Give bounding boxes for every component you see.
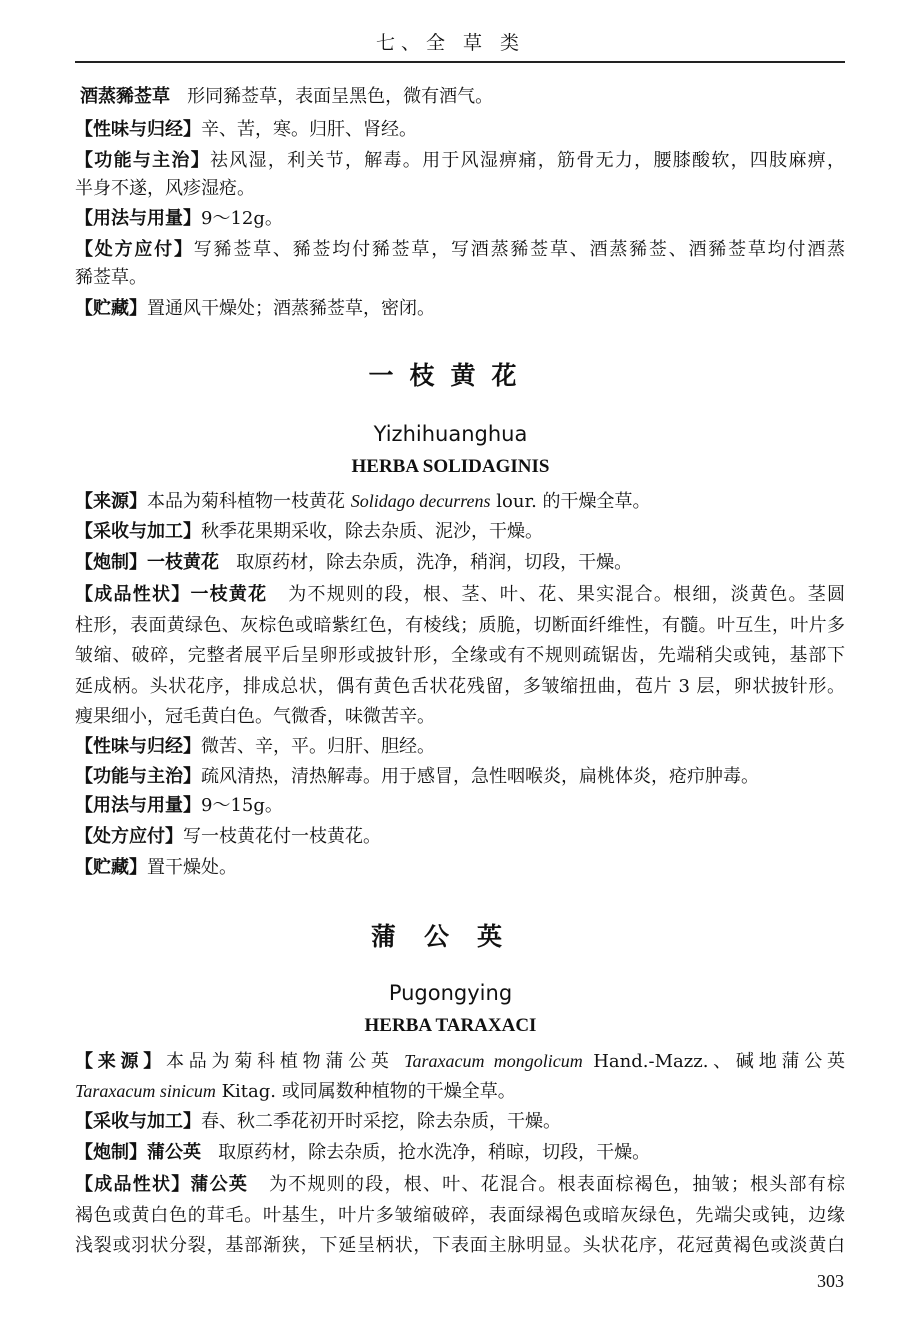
yzh-xingzhuang-text-3: 皱缩、破碎，完整者展平后呈卵形或披针形，全缘或有不规则疏锯齿，先端稍尖或钝，基部下: [75, 645, 845, 666]
pgy-laiyuan-mid: Hand.-Mazz.、碱地蒲公英: [582, 1051, 845, 1072]
pgy-laiyuan-line-1: [75, 1048, 845, 1075]
pgy-paozhi-label: 【炮制】蒲公英: [75, 1142, 201, 1163]
yzh-xingwei-text: 微苦、辛，平。归肝、胆经。: [201, 736, 435, 757]
prev-xingwei-label: 【性味与归经】: [75, 119, 201, 140]
processed-form-text: 形同豨莶草，表面呈黑色，微有酒气。: [187, 86, 494, 107]
yzh-caishou-line: [75, 519, 845, 545]
pgy-laiyuan-label: 【来源】: [75, 1051, 167, 1072]
yzh-xingzhuang-line-4: [75, 674, 845, 700]
yzh-zhucang-text: 置干燥处。: [147, 857, 237, 878]
prev-gongneng-text-2: 半身不遂，风疹湿疮。: [75, 178, 255, 199]
yzh-yongfa-text: 9～15g。: [201, 795, 283, 816]
pgy-laiyuan-species-2: Taraxacum sinicum: [75, 1081, 216, 1101]
entry-pinyin-yizhihuanghua: Yizhihuanghua: [373, 422, 528, 446]
pgy-xingzhuang-text-3: 浅裂或羽状分裂，基部渐狭，下延呈柄状，下表面主脉明显。头状花序，花冠黄褐色或淡黄白: [75, 1235, 845, 1256]
yzh-xingzhuang-label: 【成品性状】一枝黄花: [75, 584, 268, 605]
yzh-yongfa-label: 【用法与用量】: [75, 795, 201, 816]
pgy-caishou-text: 春、秋二季花初开时采挖，除去杂质，干燥。: [201, 1111, 561, 1132]
yzh-gongneng-text: 疏风清热，清热解毒。用于感冒，急性咽喉炎，扁桃体炎，疮疖肿毒。: [201, 766, 759, 787]
prev-yongfa-text: 9～12g。: [201, 208, 283, 229]
entry-title-pugongying: 蒲公英: [370, 922, 530, 951]
header-rule: [75, 61, 845, 63]
yzh-paozhi-label: 【炮制】一枝黄花: [75, 552, 219, 573]
yzh-gongneng-line: [75, 764, 845, 790]
yzh-laiyuan-label: 【来源】: [75, 491, 147, 512]
entry-latin-pugongying: HERBA TARAXACI: [364, 1015, 537, 1036]
yzh-xingwei-label: 【性味与归经】: [75, 736, 201, 757]
pgy-xingzhuang-text-2: 褐色或黄白色的茸毛。叶基生，叶片多皱缩破碎，表面绿褐色或暗灰绿色，先端尖或钝，边缘: [75, 1205, 845, 1226]
yzh-chufang-line: [75, 824, 845, 850]
prev-gongneng-line-2: [75, 176, 845, 202]
yzh-yongfa-line: [75, 793, 845, 819]
yzh-xingzhuang-text-2: 柱形，表面黄绿色、灰棕色或暗紫红色，有棱线；质脆，切断面纤维性，有髓。叶互生，叶片多: [75, 615, 845, 636]
yzh-chufang-label: 【处方应付】: [75, 826, 183, 847]
prev-gongneng-label: 【功能与主治】: [75, 150, 210, 171]
prev-chufang-text-1: 写豨莶草、豨莶均付豨莶草，写酒蒸豨莶草、酒蒸豨莶、酒豨莶草均付酒蒸: [193, 239, 845, 260]
pgy-caishou-line: [75, 1109, 845, 1135]
yzh-xingzhuang-text-5: 瘦果细小，冠毛黄白色。气微香，味微苦辛。: [75, 706, 435, 727]
yzh-xingzhuang-line-5: [75, 704, 845, 730]
yzh-laiyuan-pre: 本品为菊科植物一枝黄花: [147, 491, 351, 512]
prev-chufang-text-2: 豨莶草。: [75, 267, 147, 288]
running-header: 七、全 草 类: [375, 32, 526, 54]
yzh-xingwei-line: [75, 734, 845, 760]
yzh-laiyuan-species: Solidago decurrens: [350, 491, 491, 511]
pgy-xingzhuang-line-3: [75, 1233, 845, 1259]
yzh-caishou-text: 秋季花果期采收，除去杂质、泥沙，干燥。: [201, 521, 543, 542]
pgy-laiyuan-line-2: [75, 1078, 845, 1105]
prev-gongneng-text-1: 祛风湿，利关节，解毒。用于风湿痹痛，筋骨无力，腰膝酸软，四肢麻痹，: [209, 150, 845, 171]
prev-zhucang-line: [75, 296, 845, 322]
pgy-laiyuan-pre: 本品为菊科植物蒲公英: [166, 1051, 405, 1072]
processed-form-term: 酒蒸豨莶草: [80, 86, 170, 107]
entry-pinyin-pugongying: Pugongying: [388, 981, 513, 1005]
yzh-gongneng-label: 【功能与主治】: [75, 766, 201, 787]
yzh-chufang-text: 写一枝黄花付一枝黄花。: [183, 826, 381, 847]
pgy-xingzhuang-line-1: [75, 1172, 845, 1198]
yzh-paozhi-line: [75, 550, 845, 576]
pgy-xingzhuang-label: 【成品性状】蒲公英: [75, 1174, 249, 1195]
pgy-xingzhuang-text-1: 为不规则的段，根、叶、花混合。根表面棕褐色，抽皱；根头部有棕: [269, 1174, 845, 1195]
pgy-laiyuan-post: Kitag. 或同属数种植物的干燥全草。: [215, 1081, 516, 1102]
yzh-xingzhuang-text-1: 为不规则的段，根、茎、叶、花、果实混合。根细，淡黄色。茎圆: [288, 584, 845, 605]
prev-yongfa-label: 【用法与用量】: [75, 208, 201, 229]
prev-zhucang-text: 置通风干燥处；酒蒸豨莶草，密闭。: [147, 298, 435, 319]
yzh-xingzhuang-line-1: [75, 582, 845, 608]
prev-processed-line: [80, 84, 845, 110]
prev-zhucang-label: 【贮藏】: [75, 298, 147, 319]
yzh-zhucang-line: [75, 855, 845, 881]
pgy-caishou-label: 【采收与加工】: [75, 1111, 201, 1132]
entry-latin-yizhihuanghua: HERBA SOLIDAGINIS: [351, 456, 550, 477]
pgy-paozhi-line: [75, 1140, 845, 1166]
prev-gongneng-line-1: [75, 148, 845, 174]
yzh-laiyuan-line: [75, 488, 845, 515]
yzh-xingzhuang-line-3: [75, 643, 845, 669]
prev-chufang-line-1: [75, 237, 845, 263]
yzh-laiyuan-post: lour. 的干燥全草。: [490, 491, 651, 512]
prev-chufang-label: 【处方应付】: [75, 239, 194, 260]
prev-xingwei-text: 辛、苦，寒。归肝、肾经。: [201, 119, 417, 140]
yzh-xingzhuang-text-4: 延成柄。头状花序，排成总状，偶有黄色舌状花残留，多皱缩扭曲，苞片 3 层，卵状披针形。: [75, 676, 845, 697]
prev-chufang-line-2: [75, 265, 845, 291]
page-number: 303: [817, 1271, 844, 1291]
prev-yongfa-line: [75, 206, 845, 232]
entry-title-yizhihuanghua: 一枝黄花: [368, 361, 533, 390]
yzh-caishou-label: 【采收与加工】: [75, 521, 201, 542]
pgy-xingzhuang-line-2: [75, 1203, 845, 1229]
yzh-paozhi-text: 取原药材，除去杂质，洗净，稍润，切段，干燥。: [236, 552, 633, 573]
pgy-paozhi-text: 取原药材，除去杂质，抢水洗净，稍晾，切段，干燥。: [218, 1142, 651, 1163]
prev-xingwei-line: [75, 117, 845, 143]
yzh-xingzhuang-line-2: [75, 613, 845, 639]
pgy-laiyuan-species-1: Taraxacum mongolicum: [404, 1051, 583, 1071]
yzh-zhucang-label: 【贮藏】: [75, 857, 147, 878]
